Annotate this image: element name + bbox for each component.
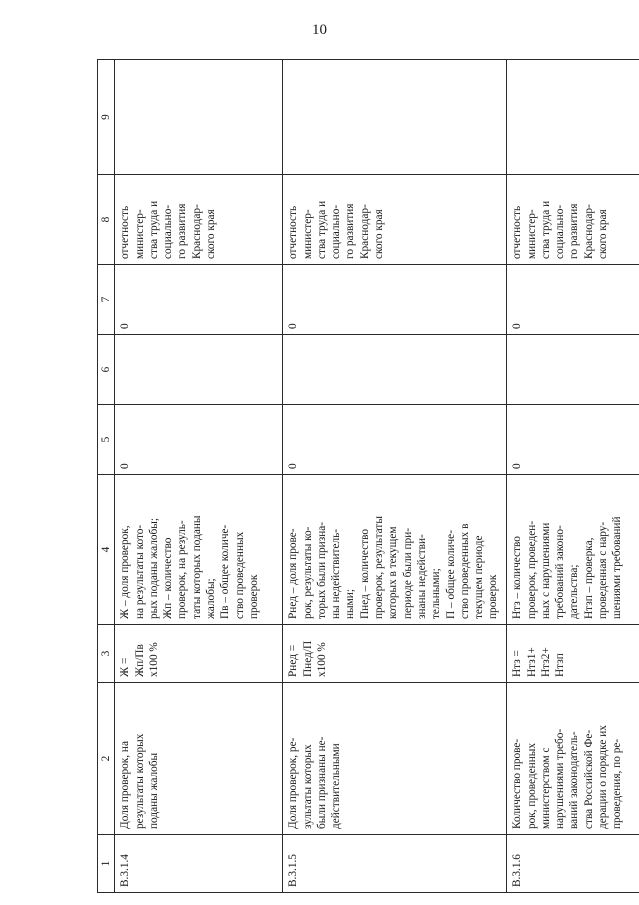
indicator-value-col6 bbox=[507, 335, 639, 405]
indicator-formula: Рнед = Пнед/П х100 % bbox=[283, 625, 507, 683]
indicator-formula: Нтз = Нтз1+ Нтз2+ Нтзп bbox=[507, 625, 639, 683]
indicator-source: отчетность министер- ства труда и социально- го развития Краснодар- ского края bbox=[115, 175, 283, 265]
rotated-table-container bbox=[97, 60, 639, 893]
page-number: 10 bbox=[312, 22, 327, 38]
indicator-value-col9 bbox=[283, 60, 507, 175]
header-col-6: 6 bbox=[98, 335, 115, 405]
indicator-value-col5: 0 bbox=[507, 405, 639, 475]
indicator-value-col6 bbox=[283, 335, 507, 405]
indicator-value-col5: 0 bbox=[283, 405, 507, 475]
header-col-5: 5 bbox=[98, 405, 115, 475]
indicator-value-col6 bbox=[115, 335, 283, 405]
header-col-2: 2 bbox=[98, 683, 115, 835]
indicator-formula: Ж = Жп/Пв х100 % bbox=[115, 625, 283, 683]
header-col-3: 3 bbox=[98, 625, 115, 683]
indicator-code: В.3.1.4 bbox=[115, 835, 283, 893]
table-row bbox=[507, 60, 639, 893]
indicator-source: отчетность министер- ства труда и социально- го развития Краснодар- ского края bbox=[507, 175, 639, 265]
table-row bbox=[115, 60, 283, 893]
indicator-value-col9 bbox=[507, 60, 639, 175]
indicator-description: Ж – доля проверок, на результаты кото- рых поданы жалобы; Жп – количество проверок, на резуль- таты которых поданы жалобы; Пв – общее количе- ство проведенных проверок bbox=[115, 475, 283, 625]
indicator-value-col7: 0 bbox=[115, 265, 283, 335]
header-row bbox=[98, 60, 115, 893]
header-col-1: 1 bbox=[98, 835, 115, 893]
indicators-table bbox=[97, 59, 639, 893]
header-col-8: 8 bbox=[98, 175, 115, 265]
indicator-name: Количество прове- рок, проведенных министерством с нарушениями требо- ваний законодатель- ства Российской Фе- дерации о порядке их проведения, по ре- bbox=[507, 683, 639, 835]
indicator-name: Доля проверок, ре- зультаты которых были признаны не- действительными bbox=[283, 683, 507, 835]
indicator-name: Доля проверок, на результаты которых поданы жалобы bbox=[115, 683, 283, 835]
header-col-9: 9 bbox=[98, 60, 115, 175]
indicator-value-col7: 0 bbox=[283, 265, 507, 335]
indicator-value-col7: 0 bbox=[507, 265, 639, 335]
indicator-value-col5: 0 bbox=[115, 405, 283, 475]
header-col-4: 4 bbox=[98, 475, 115, 625]
indicator-value-col9 bbox=[115, 60, 283, 175]
indicator-code: В.3.1.5 bbox=[283, 835, 507, 893]
table-row bbox=[283, 60, 507, 893]
indicator-code: В.3.1.6 bbox=[507, 835, 639, 893]
indicator-source: отчетность министер- ства труда и социально- го развития Краснодар- ского края bbox=[283, 175, 507, 265]
indicator-description: Рнед – доля прове- рок, результаты ко- торых были призна- ны недействитель- ными; Пнед – количество проверок, результаты которых в текущем периоде были при- знаны недействи- тельными; П – общее количе- ство проведенных в текущем периоде проверок bbox=[283, 475, 507, 625]
indicator-description: Нтз – количество проверок, проведен- ных с нарушениями требований законо- дательства; Нтзп – проверка, проведенная с нару- шениями требований bbox=[507, 475, 639, 625]
rotated-table-area bbox=[97, 60, 639, 893]
header-col-7: 7 bbox=[98, 265, 115, 335]
